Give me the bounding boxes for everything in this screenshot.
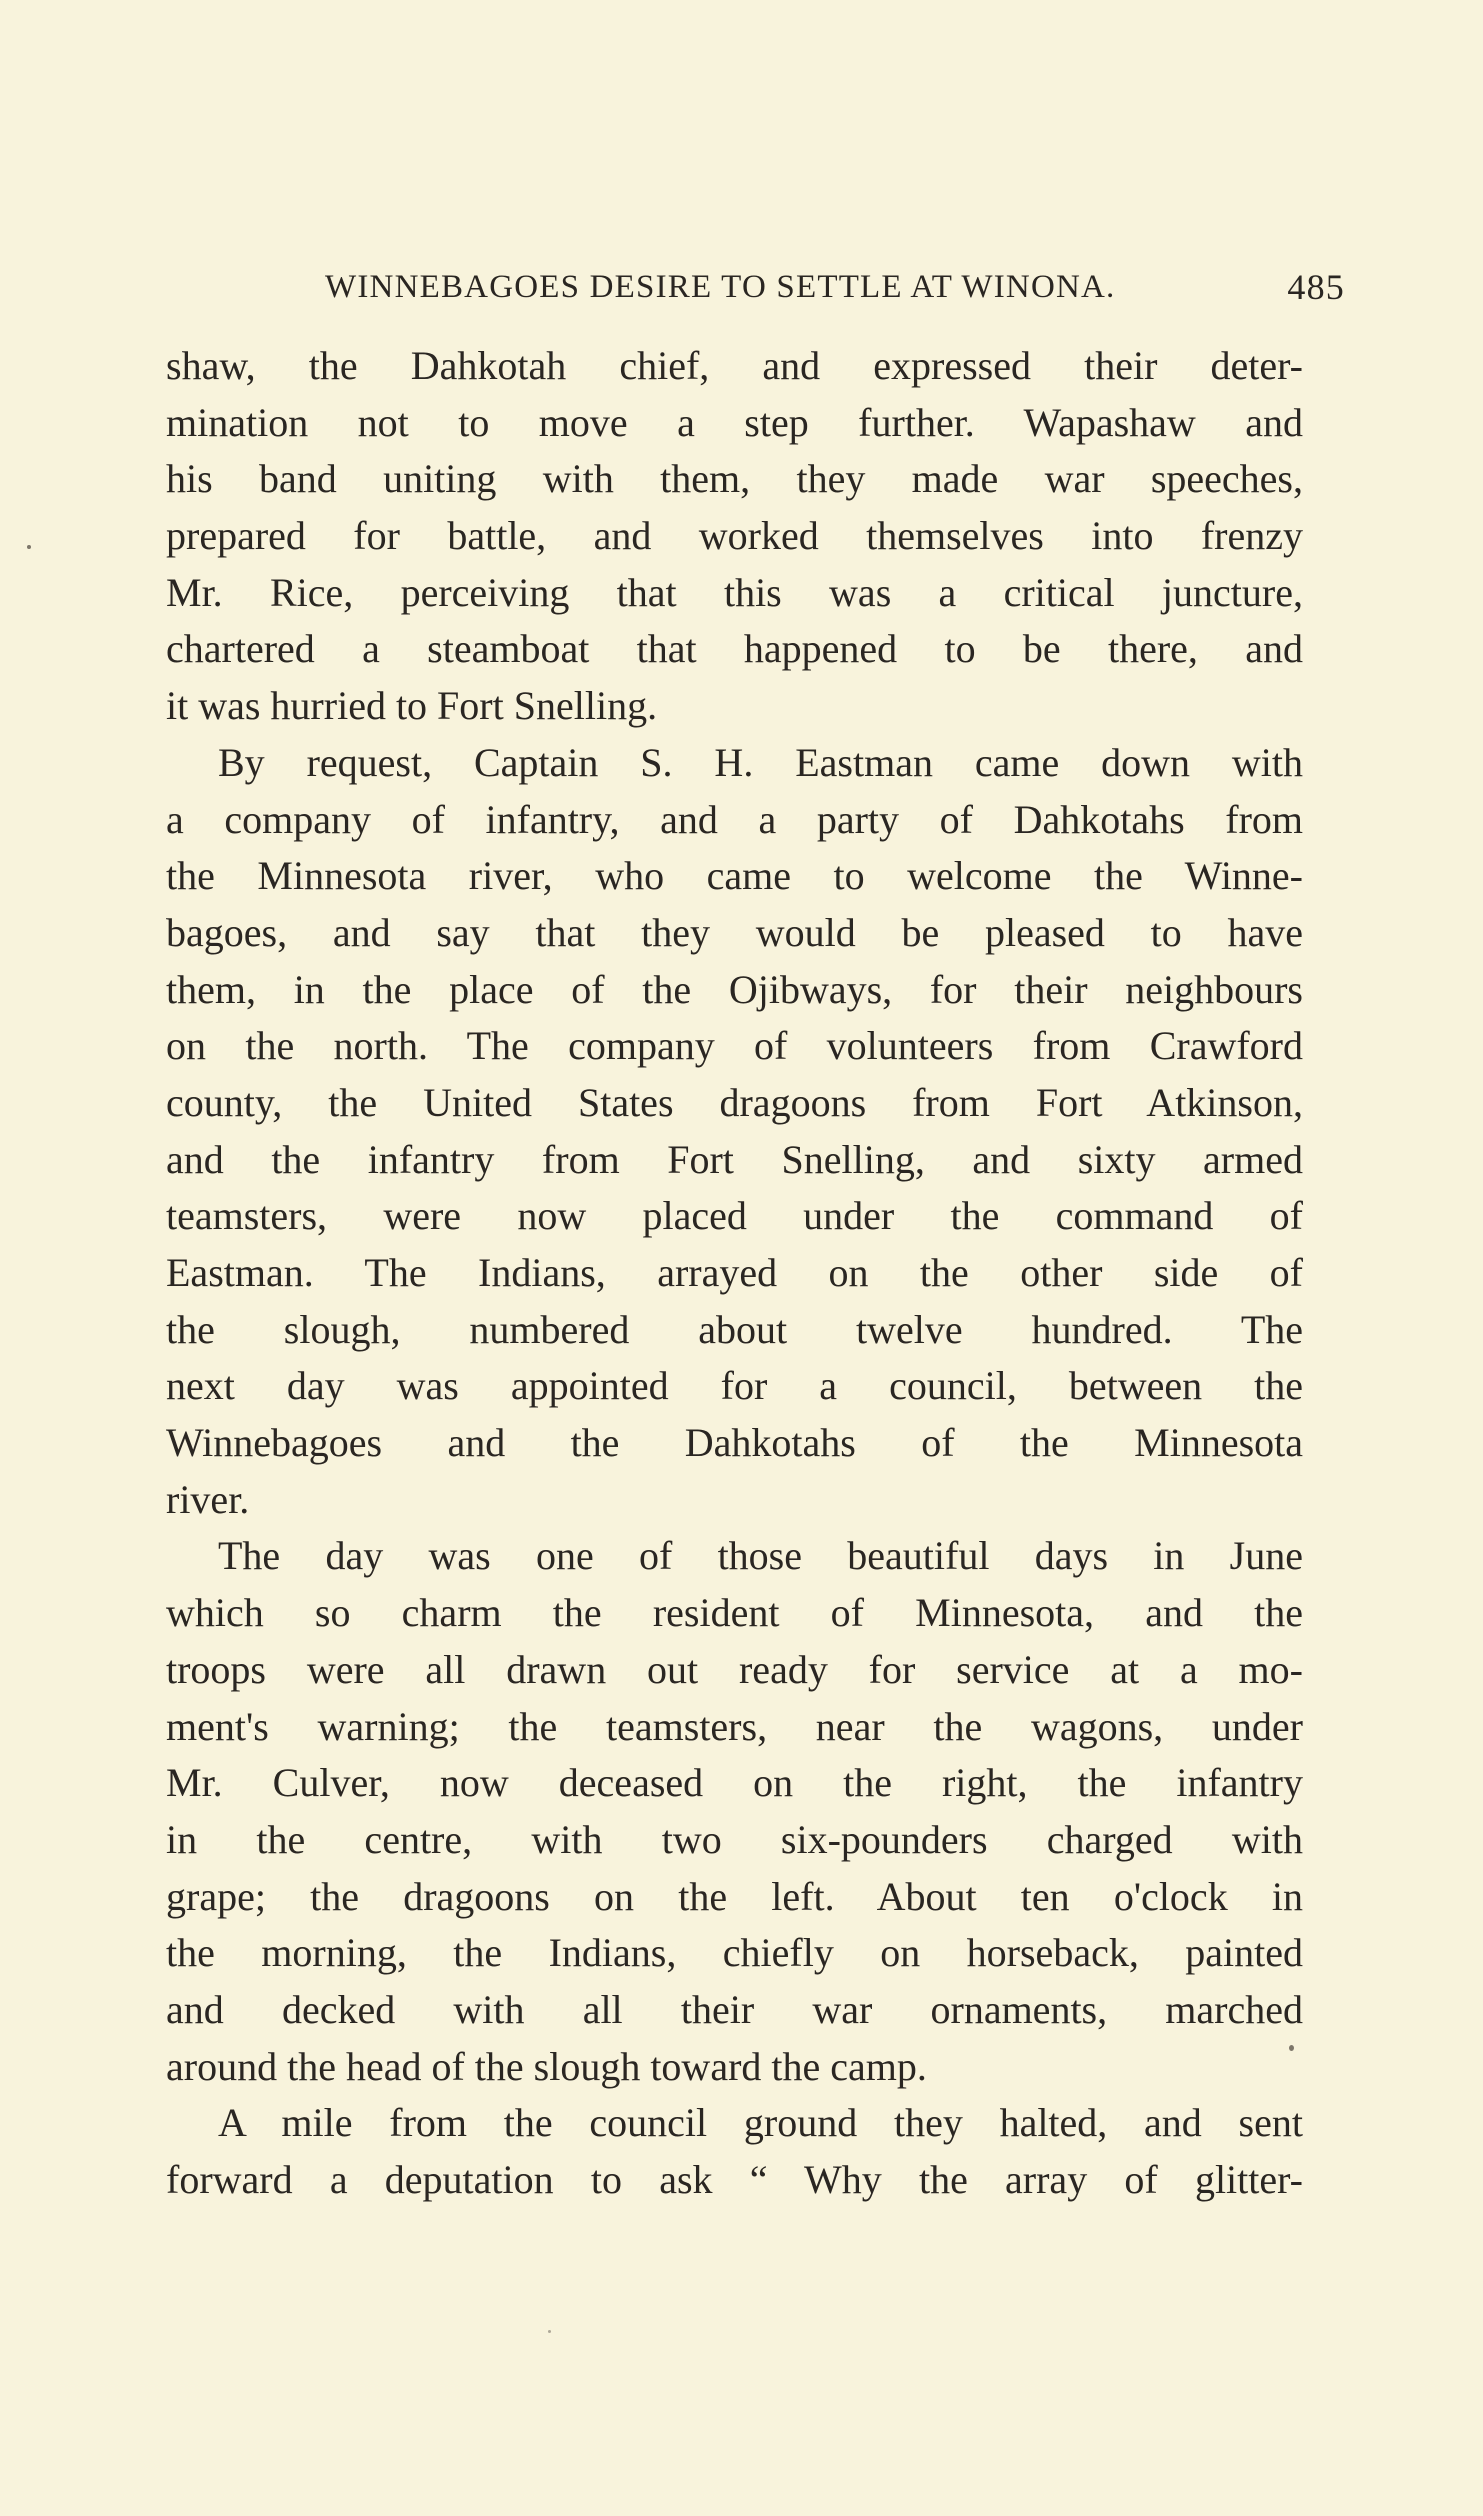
- text-line: mination not to move a step further. Wapashaw and: [166, 399, 1303, 445]
- text-line: around the head of the slough toward the camp.: [166, 2043, 927, 2089]
- paper-speck: [548, 2330, 551, 2333]
- text-line: the Minnesota river, who came to welcome the Winne-: [166, 853, 1303, 899]
- text-line: the morning, the Indians, chiefly on horseback, painted: [166, 1930, 1303, 1976]
- text-line: Eastman. The Indians, arrayed on the other side of: [166, 1250, 1303, 1295]
- text-line: which so charm the resident of Minnesota, and the: [166, 1590, 1303, 1636]
- text-line: troops were all drawn out ready for service at a mo-: [166, 1646, 1303, 1692]
- text-line: teamsters, were now placed under the command of: [166, 1193, 1303, 1239]
- text-line: river.: [166, 1476, 250, 1522]
- running-title: WINNEBAGOES DESIRE TO SETTLE AT WINONA.: [325, 269, 1116, 305]
- text-line: chartered a steamboat that happened to be there, and: [166, 626, 1303, 672]
- text-line: Winnebagoes and the Dahkotahs of the Minnesota: [166, 1420, 1303, 1466]
- paragraph-start-line: A mile from the council ground they halted, and sent: [218, 2100, 1303, 2146]
- text-line: county, the United States dragoons from Fort Atkinson,: [166, 1079, 1303, 1125]
- running-head: [325, 262, 1345, 312]
- text-line: on the north. The company of volunteers from Crawford: [166, 1023, 1303, 1069]
- paper-speck: [1289, 2045, 1294, 2051]
- text-line: Mr. Culver, now deceased on the right, the infantry: [166, 1760, 1303, 1806]
- page-number: 485: [1287, 267, 1345, 307]
- text-line: Mr. Rice, perceiving that this was a critical juncture,: [166, 569, 1303, 615]
- text-line: and decked with all their war ornaments, marched: [166, 1986, 1303, 2032]
- paper-speck: [27, 545, 31, 549]
- body-text: [166, 338, 1303, 2209]
- paragraph-start-line: The day was one of those beautiful days in June: [218, 1533, 1303, 1579]
- text-line: next day was appointed for a council, between the: [166, 1363, 1303, 1409]
- text-line: forward a deputation to ask “ Why the array of glitter-: [166, 2157, 1303, 2202]
- text-line: his band uniting with them, they made war speeches,: [166, 456, 1303, 502]
- text-line: the slough, numbered about twelve hundred. The: [166, 1306, 1303, 1352]
- text-line: a company of infantry, and a party of Dahkotahs from: [166, 796, 1303, 842]
- text-line: in the centre, with two six-pounders charged with: [166, 1816, 1303, 1862]
- text-line: it was hurried to Fort Snelling.: [166, 683, 658, 729]
- text-line: shaw, the Dahkotah chief, and expressed their deter-: [166, 343, 1303, 388]
- text-line: grape; the dragoons on the left. About ten o'clock in: [166, 1873, 1303, 1919]
- text-line: ment's warning; the teamsters, near the wagons, under: [166, 1703, 1303, 1749]
- text-line: them, in the place of the Ojibways, for their neighbours: [166, 966, 1303, 1012]
- text-line: and the infantry from Fort Snelling, and sixty armed: [166, 1136, 1303, 1182]
- paragraph-start-line: By request, Captain S. H. Eastman came down with: [218, 739, 1303, 785]
- text-line: bagoes, and say that they would be pleased to have: [166, 909, 1303, 955]
- text-line: prepared for battle, and worked themselves into frenzy: [166, 513, 1303, 559]
